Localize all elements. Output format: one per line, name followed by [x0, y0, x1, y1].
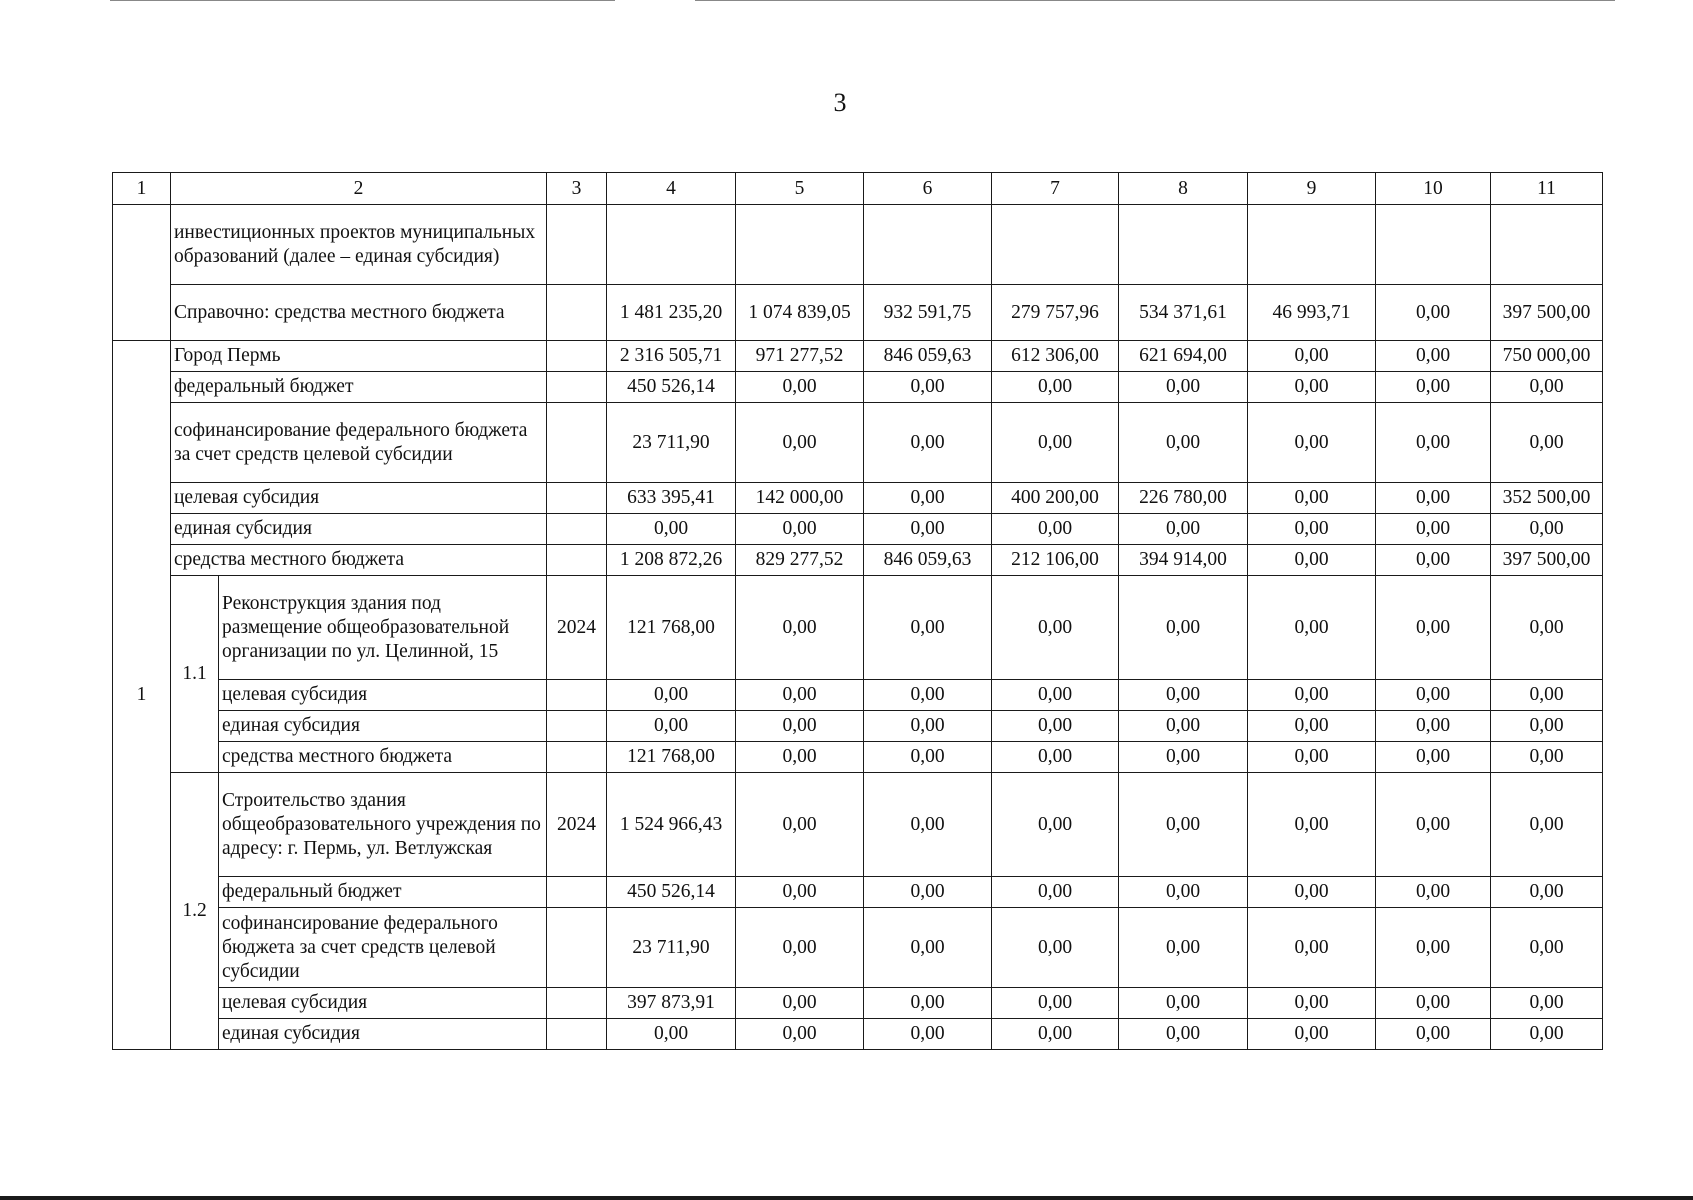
value-cell: 0,00	[992, 711, 1119, 742]
value-cell: 0,00	[992, 773, 1119, 877]
value-cell: 0,00	[1376, 877, 1491, 908]
year-cell	[547, 742, 607, 773]
value-cell: 0,00	[1248, 372, 1376, 403]
value-cell: 0,00	[1248, 680, 1376, 711]
row-text-cell: целевая субсидия	[171, 483, 547, 514]
value-cell: 0,00	[1248, 483, 1376, 514]
value-cell: 23 711,90	[607, 403, 736, 483]
value-cell: 0,00	[992, 576, 1119, 680]
value-cell: 0,00	[1119, 1019, 1248, 1050]
value-cell: 0,00	[1119, 988, 1248, 1019]
value-cell: 394 914,00	[1119, 545, 1248, 576]
value-cell: 0,00	[1376, 576, 1491, 680]
header-cell: 9	[1248, 173, 1376, 205]
value-cell: 0,00	[736, 403, 864, 483]
value-cell: 0,00	[1491, 711, 1603, 742]
value-cell: 0,00	[864, 742, 992, 773]
value-cell: 0,00	[1376, 514, 1491, 545]
value-cell: 0,00	[1119, 372, 1248, 403]
row-text-cell: софинансирование федерального бюджета за счет средств целевой субсидии	[219, 908, 547, 988]
value-cell: 0,00	[1248, 988, 1376, 1019]
value-cell: 0,00	[1376, 711, 1491, 742]
value-cell: 0,00	[864, 908, 992, 988]
value-cell: 0,00	[992, 877, 1119, 908]
value-cell: 0,00	[736, 988, 864, 1019]
value-cell: 0,00	[607, 514, 736, 545]
value-cell: 0,00	[1491, 1019, 1603, 1050]
value-cell: 0,00	[1248, 545, 1376, 576]
table-row	[113, 514, 1603, 545]
group-title-cell: Город Пермь	[171, 341, 547, 372]
value-cell	[1376, 205, 1491, 285]
value-cell: 0,00	[1248, 514, 1376, 545]
value-cell: 0,00	[736, 773, 864, 877]
year-cell	[547, 372, 607, 403]
value-cell: 0,00	[736, 514, 864, 545]
value-cell: 0,00	[736, 680, 864, 711]
value-cell: 0,00	[864, 711, 992, 742]
value-cell: 121 768,00	[607, 742, 736, 773]
value-cell: 612 306,00	[992, 341, 1119, 372]
value-cell: 0,00	[607, 680, 736, 711]
table-row	[113, 742, 1603, 773]
table-row	[113, 877, 1603, 908]
value-cell: 0,00	[1491, 514, 1603, 545]
budget-table-body	[113, 173, 1603, 1050]
row-text-cell: софинансирование федерального бюджета за счет средств целевой субсидии	[171, 403, 547, 483]
value-cell: 400 200,00	[992, 483, 1119, 514]
value-cell: 0,00	[1376, 988, 1491, 1019]
value-cell: 352 500,00	[1491, 483, 1603, 514]
header-cell: 1	[113, 173, 171, 205]
table-row	[113, 908, 1603, 988]
year-cell	[547, 545, 607, 576]
value-cell: 0,00	[1119, 877, 1248, 908]
value-cell: 0,00	[1376, 742, 1491, 773]
value-cell: 0,00	[864, 483, 992, 514]
table-row	[113, 173, 1603, 205]
value-cell: 212 106,00	[992, 545, 1119, 576]
value-cell: 0,00	[1119, 908, 1248, 988]
value-cell: 0,00	[1248, 773, 1376, 877]
value-cell: 971 277,52	[736, 341, 864, 372]
value-cell: 0,00	[1248, 1019, 1376, 1050]
value-cell	[607, 205, 736, 285]
subsection-number-cell: 1.1	[171, 576, 219, 773]
value-cell: 142 000,00	[736, 483, 864, 514]
value-cell: 0,00	[607, 1019, 736, 1050]
subsection-number-cell: 1.2	[171, 773, 219, 1050]
value-cell: 0,00	[1491, 742, 1603, 773]
subsection-title-cell: Строительство здания общеобразовательного учреждения по адресу: г. Пермь, ул. Ветлужская	[219, 773, 547, 877]
group-number-cell: 1	[113, 341, 171, 1050]
value-cell: 0,00	[992, 988, 1119, 1019]
value-cell: 0,00	[1376, 545, 1491, 576]
value-cell: 932 591,75	[864, 285, 992, 341]
value-cell: 846 059,63	[864, 545, 992, 576]
table-row	[113, 341, 1603, 372]
header-cell: 8	[1119, 173, 1248, 205]
year-cell	[547, 988, 607, 1019]
value-cell: 2 316 505,71	[607, 341, 736, 372]
year-cell	[547, 285, 607, 341]
value-cell: 0,00	[1491, 576, 1603, 680]
value-cell: 0,00	[1119, 403, 1248, 483]
row-text-cell: целевая субсидия	[219, 680, 547, 711]
header-cell: 3	[547, 173, 607, 205]
value-cell: 0,00	[992, 680, 1119, 711]
value-cell: 397 500,00	[1491, 285, 1603, 341]
year-cell	[547, 711, 607, 742]
value-cell: 0,00	[736, 372, 864, 403]
year-cell	[547, 908, 607, 988]
year-cell	[547, 483, 607, 514]
value-cell: 0,00	[1119, 742, 1248, 773]
budget-table	[112, 172, 1603, 1050]
value-cell: 1 524 966,43	[607, 773, 736, 877]
row-text-cell: единая субсидия	[219, 1019, 547, 1050]
table-row	[113, 285, 1603, 341]
header-cell: 6	[864, 173, 992, 205]
year-cell	[547, 403, 607, 483]
value-cell: 0,00	[864, 773, 992, 877]
scan-top-edge-right	[695, 0, 1615, 1]
year-cell	[547, 205, 607, 285]
value-cell: 0,00	[1491, 403, 1603, 483]
table-row	[113, 403, 1603, 483]
value-cell: 0,00	[864, 372, 992, 403]
row-text-cell: средства местного бюджета	[171, 545, 547, 576]
table-row	[113, 483, 1603, 514]
value-cell: 0,00	[736, 576, 864, 680]
value-cell: 450 526,14	[607, 877, 736, 908]
header-cell: 10	[1376, 173, 1491, 205]
year-cell	[547, 514, 607, 545]
row-text-cell: Справочно: средства местного бюджета	[171, 285, 547, 341]
scan-bottom-edge	[0, 1196, 1693, 1200]
value-cell: 0,00	[1248, 341, 1376, 372]
year-cell: 2024	[547, 773, 607, 877]
row-text-cell: единая субсидия	[171, 514, 547, 545]
value-cell: 0,00	[992, 403, 1119, 483]
row-text-cell: федеральный бюджет	[171, 372, 547, 403]
value-cell: 0,00	[736, 908, 864, 988]
value-cell: 0,00	[1376, 341, 1491, 372]
value-cell	[864, 205, 992, 285]
year-cell	[547, 341, 607, 372]
value-cell: 0,00	[1376, 285, 1491, 341]
value-cell: 0,00	[1491, 372, 1603, 403]
value-cell	[1119, 205, 1248, 285]
value-cell: 0,00	[1248, 742, 1376, 773]
value-cell: 46 993,71	[1248, 285, 1376, 341]
subsection-title-cell: Реконструкция здания под размещение общеобразовательной организации по ул. Целинной, 15	[219, 576, 547, 680]
header-cell: 11	[1491, 173, 1603, 205]
value-cell: 0,00	[864, 988, 992, 1019]
table-row	[113, 205, 1603, 285]
value-cell: 0,00	[1376, 372, 1491, 403]
value-cell: 750 000,00	[1491, 341, 1603, 372]
row-text-cell: федеральный бюджет	[219, 877, 547, 908]
year-cell	[547, 680, 607, 711]
table-row	[113, 545, 1603, 576]
value-cell: 397 500,00	[1491, 545, 1603, 576]
value-cell: 0,00	[736, 877, 864, 908]
value-cell	[992, 205, 1119, 285]
value-cell: 1 074 839,05	[736, 285, 864, 341]
value-cell: 829 277,52	[736, 545, 864, 576]
value-cell	[1491, 205, 1603, 285]
row-number-cell	[113, 205, 171, 341]
year-cell: 2024	[547, 576, 607, 680]
value-cell: 0,00	[1376, 908, 1491, 988]
table-row	[113, 372, 1603, 403]
value-cell: 0,00	[864, 1019, 992, 1050]
value-cell: 0,00	[1248, 877, 1376, 908]
value-cell: 0,00	[1376, 680, 1491, 711]
value-cell: 534 371,61	[1119, 285, 1248, 341]
table-row	[113, 773, 1603, 877]
value-cell: 0,00	[992, 742, 1119, 773]
value-cell: 0,00	[1491, 877, 1603, 908]
table-row	[113, 576, 1603, 680]
row-text-cell: единая субсидия	[219, 711, 547, 742]
value-cell: 0,00	[736, 711, 864, 742]
value-cell: 226 780,00	[1119, 483, 1248, 514]
table-row	[113, 680, 1603, 711]
value-cell: 0,00	[1376, 403, 1491, 483]
value-cell: 0,00	[992, 908, 1119, 988]
row-text-cell: целевая субсидия	[219, 988, 547, 1019]
value-cell: 0,00	[1491, 773, 1603, 877]
value-cell: 846 059,63	[864, 341, 992, 372]
value-cell: 1 208 872,26	[607, 545, 736, 576]
value-cell: 0,00	[864, 576, 992, 680]
value-cell: 0,00	[992, 372, 1119, 403]
value-cell	[1248, 205, 1376, 285]
value-cell: 0,00	[736, 742, 864, 773]
scan-top-edge-left	[110, 0, 615, 1]
row-text-cell: средства местного бюджета	[219, 742, 547, 773]
value-cell: 0,00	[1491, 908, 1603, 988]
page-number: 3	[833, 88, 847, 117]
value-cell: 0,00	[992, 1019, 1119, 1050]
value-cell: 0,00	[864, 514, 992, 545]
value-cell: 0,00	[1119, 711, 1248, 742]
header-cell: 4	[607, 173, 736, 205]
value-cell: 0,00	[864, 403, 992, 483]
value-cell: 1 481 235,20	[607, 285, 736, 341]
value-cell: 279 757,96	[992, 285, 1119, 341]
value-cell: 633 395,41	[607, 483, 736, 514]
value-cell: 621 694,00	[1119, 341, 1248, 372]
value-cell: 0,00	[1119, 773, 1248, 877]
table-row	[113, 711, 1603, 742]
value-cell: 121 768,00	[607, 576, 736, 680]
value-cell: 0,00	[992, 514, 1119, 545]
value-cell: 0,00	[1248, 908, 1376, 988]
value-cell: 0,00	[607, 711, 736, 742]
value-cell: 0,00	[1119, 680, 1248, 711]
value-cell: 23 711,90	[607, 908, 736, 988]
header-cell: 2	[171, 173, 547, 205]
value-cell: 0,00	[1248, 711, 1376, 742]
header-cell: 7	[992, 173, 1119, 205]
value-cell: 397 873,91	[607, 988, 736, 1019]
value-cell: 0,00	[1376, 773, 1491, 877]
value-cell: 0,00	[1119, 514, 1248, 545]
value-cell: 0,00	[1119, 576, 1248, 680]
value-cell: 0,00	[1376, 483, 1491, 514]
header-cell: 5	[736, 173, 864, 205]
row-text-cell: инвестиционных проектов муниципальных образований (далее – единая субсидия)	[171, 205, 547, 285]
value-cell: 0,00	[864, 877, 992, 908]
value-cell: 0,00	[736, 1019, 864, 1050]
value-cell: 0,00	[1248, 576, 1376, 680]
value-cell: 0,00	[1491, 988, 1603, 1019]
value-cell: 0,00	[1248, 403, 1376, 483]
value-cell	[736, 205, 864, 285]
value-cell: 450 526,14	[607, 372, 736, 403]
year-cell	[547, 1019, 607, 1050]
value-cell: 0,00	[1491, 680, 1603, 711]
value-cell: 0,00	[864, 680, 992, 711]
value-cell: 0,00	[1376, 1019, 1491, 1050]
table-row	[113, 1019, 1603, 1050]
table-row	[113, 988, 1603, 1019]
year-cell	[547, 877, 607, 908]
